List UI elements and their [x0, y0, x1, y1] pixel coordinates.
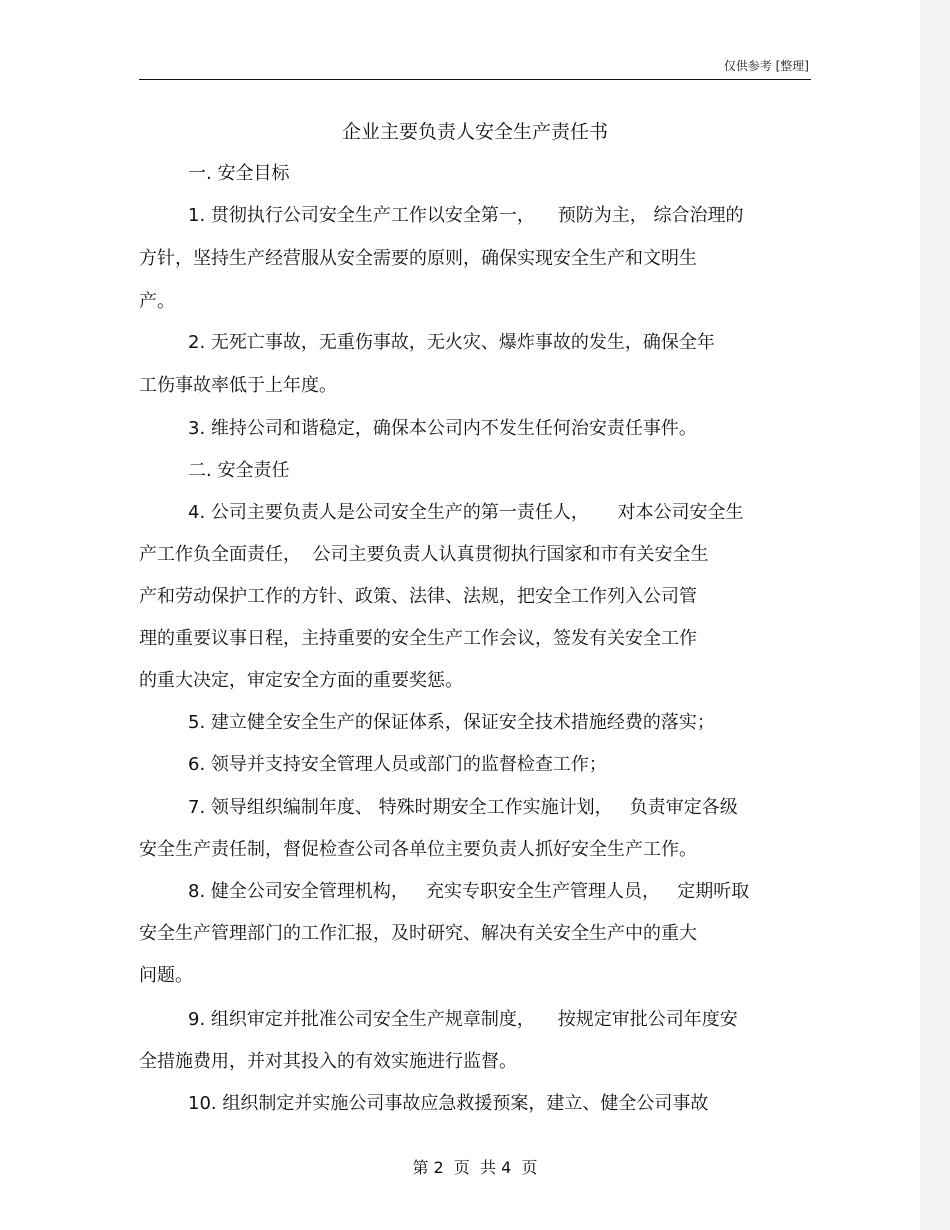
paragraph-line: 6. 领导并支持安全管理人员或部门的监督检查工作； [188, 754, 607, 775]
paragraph-line: 9. 组织审定并批准公司安全生产规章制度， 按规定审批公司年度安 [188, 1009, 738, 1030]
section-heading: 二. 安全责任 [188, 460, 290, 481]
paragraph-line: 产工作负全面责任， 公司主要负责人认真贯彻执行国家和市有关安全生 [139, 544, 709, 565]
paragraph-line: 产和劳动保护工作的方针、政策、法律、法规，把安全工作列入公司管 [139, 586, 697, 607]
paragraph-line: 10. 组织制定并实施公司事故应急救援预案，建立、健全公司事故 [188, 1093, 709, 1114]
paragraph-line: 问题。 [139, 965, 193, 986]
paragraph-line: 安全生产管理部门的工作汇报，及时研究、解决有关安全生产中的重大 [139, 923, 697, 944]
paragraph-line: 8. 健全公司安全管理机构， 充实专职安全生产管理人员， 定期听取 [188, 881, 750, 902]
document-title: 企业主要负责人安全生产责任书 [341, 121, 608, 143]
paragraph-line: 4. 公司主要负责人是公司安全生产的第一责任人， 对本公司安全生 [188, 502, 744, 523]
paragraph-line: 5. 建立健全安全生产的保证体系，保证安全技术措施经费的落实； [188, 712, 715, 733]
paragraph-line: 工伤事故率低于上年度。 [139, 375, 337, 396]
paragraph-line: 安全生产责任制，督促检查公司各单位主要负责人抓好安全生产工作。 [139, 839, 697, 860]
page-header [139, 55, 811, 80]
paragraph-line: 2. 无死亡事故，无重伤事故，无火灾、爆炸事故的发生，确保全年 [188, 332, 715, 353]
header-note: 仅供参考 [整理] [723, 59, 809, 73]
paragraph-line: 的重大决定，审定安全方面的重要奖惩。 [139, 670, 463, 691]
page-margin [920, 0, 950, 1230]
paragraph-line: 7. 领导组织编制年度、 特殊时期安全工作实施计划， 负责审定各级 [188, 797, 738, 818]
paragraph-line: 全措施费用，并对其投入的有效实施进行监督。 [139, 1051, 517, 1072]
section-heading: 一. 安全目标 [188, 163, 290, 184]
page-number: 第 2 页 共 4 页 [412, 1158, 538, 1177]
paragraph-line: 产。 [139, 291, 175, 312]
paragraph-line: 1. 贯彻执行公司安全生产工作以安全第一， 预防为主， 综合治理的 [188, 205, 744, 226]
paragraph-line: 3. 维持公司和谐稳定，确保本公司内不发生任何治安责任事件。 [188, 418, 697, 439]
paragraph-line: 理的重要议事日程，主持重要的安全生产工作会议，签发有关安全工作 [139, 628, 697, 649]
paragraph-line: 方针，坚持生产经营服从安全需要的原则，确保实现安全生产和文明生 [139, 248, 697, 269]
